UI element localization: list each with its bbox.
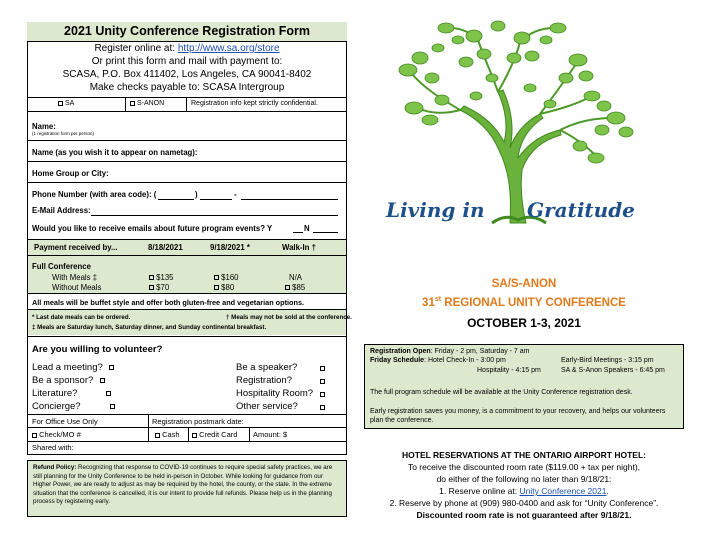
mail-address: SCASA, P.O. Box 411402, Los Angeles, CA 90041-8402 <box>62 69 312 80</box>
hotel-reserve-link[interactable]: Unity Conference 2021 <box>519 486 607 496</box>
mail-line: Or print this form and mail with payment to: <box>91 56 283 67</box>
refund-title: Refund Policy: <box>33 464 77 471</box>
emails-no-field[interactable] <box>313 232 338 233</box>
hotel-line-3: 1. Reserve online at: Unity Conference 2021. <box>439 486 609 496</box>
email-label: E-Mail Address: <box>32 206 91 215</box>
register-online-link[interactable]: http://www.sa.org/store <box>177 43 280 54</box>
meals-note: All meals will be buffet style and offer both gluten-free and vegetarian options. <box>32 298 305 307</box>
conference-number: 31 <box>422 296 435 309</box>
price-without-walkin[interactable]: $85 <box>285 283 305 292</box>
emails-no-label: N <box>304 224 310 233</box>
price-with-early[interactable]: $135 <box>149 273 174 282</box>
footnote-meals: ‡ Meals are Saturday lunch, Saturday dinner, and Sunday continental breakfast. <box>32 324 267 331</box>
friday-hospitality: Hospitality - 4:15 pm <box>477 367 541 374</box>
pay-cash[interactable]: Cash <box>155 430 180 439</box>
vol-right-2: Hospitality Room? <box>236 388 314 399</box>
hotel-title: HOTEL RESERVATIONS AT THE ONTARIO AIRPORT HOTEL: <box>402 450 646 460</box>
phone-area-field[interactable] <box>158 199 194 200</box>
phone-prefix-field[interactable] <box>200 199 232 200</box>
vol-right-3: Other service? <box>236 401 298 412</box>
option-sanon[interactable] <box>130 100 164 107</box>
option-sanon-label: S-ANON <box>136 100 165 107</box>
volunteer-question: Are you willing to volunteer? <box>32 344 163 355</box>
schedule-note: The full program schedule will be available at the Unity Conference registration desk. <box>370 389 633 396</box>
nametag-label: Name (as you wish it to appear on nametag): <box>32 148 198 157</box>
hotel-line-1: To receive the discounted room rate ($119.00 + tax per night), <box>407 462 641 472</box>
postmark-label: Registration postmark date: <box>152 417 244 426</box>
friday-early-bird: Early-Bird Meetings - 3:15 pm <box>561 357 654 364</box>
hotel-line-4: 2. Reserve by phone at (909) 980-0400 and ask for “Unity Conference”. <box>389 498 659 508</box>
emails-question: Would you like to receive emails about future program events? Y <box>32 224 273 233</box>
vol-right-0-checkbox[interactable] <box>320 366 325 371</box>
with-meals-label: With Meals ‡ <box>52 273 98 282</box>
phone-dash: - <box>234 190 237 199</box>
payment-col-2: 9/18/2021 * <box>210 243 250 252</box>
vol-right-1-checkbox[interactable] <box>320 379 325 384</box>
home-group-label: Home Group or City: <box>32 169 109 178</box>
refund-policy <box>27 460 347 517</box>
footnote-not-sold: † Meals may not be sold at the conference. <box>226 314 352 321</box>
check-mo[interactable]: Check/MO # <box>32 430 81 439</box>
early-registration-note: Early registration saves you money, is a commitment to your recovery, and helps our volunteers plan the conference. <box>370 408 666 424</box>
phone-number-field[interactable] <box>241 199 338 200</box>
vol-right-3-checkbox[interactable] <box>320 405 325 410</box>
price-without-early[interactable]: $70 <box>149 283 169 292</box>
payment-col-1: 8/18/2021 <box>148 243 183 252</box>
schedule-box <box>364 344 684 429</box>
name-note: (1 registration form per person) <box>32 131 95 136</box>
vol-left-2[interactable]: Literature? <box>32 388 111 399</box>
pay-credit-card[interactable]: Credit Card <box>192 430 237 439</box>
registration-open: Registration Open: Friday - 2 pm, Saturday - 7 am <box>370 348 530 355</box>
friday-schedule: Friday Schedule: Hotel Check-In - 3:00 pm <box>370 357 506 364</box>
full-conference-label: Full Conference <box>32 262 91 271</box>
refund-text: Recognizing that response to COVID-19 continues to require special safety practices, we are still planning for the Unity Conference to be held in-person in October. While looking for guidance from our Higher Power, we are ready to adjust as may be required by the hotel, the county, or the state. In the extreme situation that the conference is cancelled, it is our intent to provide full refunds. Please help us in the planning process by registering early. <box>33 464 333 506</box>
phone-paren: ) <box>195 190 198 199</box>
register-online-line <box>27 43 347 56</box>
friday-speakers: SA & S-Anon Speakers - 6:45 pm <box>561 367 665 374</box>
checks-payable: Make checks payable to: SCASA Intergroup <box>89 82 285 93</box>
register-online-label: Register online at: <box>94 43 178 54</box>
office-use-label: For Office Use Only <box>32 417 98 426</box>
hotel-line-5: Discounted room rate is not guaranteed after 9/18/21. <box>416 510 632 520</box>
name-label: Name: <box>32 122 56 131</box>
email-field[interactable] <box>91 215 338 216</box>
option-sa[interactable] <box>58 100 74 107</box>
payment-col-3: Walk-In † <box>282 243 316 252</box>
org-name: SA/S-ANON <box>491 278 557 290</box>
vol-right-1: Registration? <box>236 375 292 386</box>
vol-right-2-checkbox[interactable] <box>320 392 325 397</box>
tagline-left: Living in <box>386 198 485 222</box>
payment-col-0: Payment received by... <box>34 243 118 252</box>
conference-name <box>364 296 684 309</box>
form-title: 2021 Unity Conference Registration Form <box>27 22 347 42</box>
price-with-regular[interactable]: $160 <box>214 273 239 282</box>
sa-checkbox[interactable] <box>58 101 63 106</box>
footnote-last-date: * Last date meals can be ordered. <box>32 314 131 321</box>
conference-ordinal: st <box>434 296 442 303</box>
conference-title: REGIONAL UNITY CONFERENCE <box>441 296 626 309</box>
emails-yes-field[interactable] <box>293 232 303 233</box>
vol-left-0[interactable]: Lead a meeting? <box>32 362 114 373</box>
without-meals-label: Without Meals <box>52 283 102 292</box>
option-sa-label: SA <box>64 100 75 107</box>
vol-left-3[interactable]: Concierge? <box>32 401 115 412</box>
hotel-line-2: do either of the following no later than 9/18/21: <box>436 474 612 484</box>
price-without-regular[interactable]: $80 <box>214 283 234 292</box>
amount-label: Amount: $ <box>253 430 288 439</box>
confidential-note: Registration info kept strictly confidential. <box>191 100 318 107</box>
price-with-walkin: N/A <box>289 273 302 282</box>
conference-dates: OCTOBER 1-3, 2021 <box>467 316 581 330</box>
phone-label: Phone Number (with area code): ( <box>32 190 157 199</box>
shared-with-label: Shared with: <box>32 443 74 452</box>
tagline-right: Gratitude <box>527 198 635 222</box>
vol-left-1[interactable]: Be a sponsor? <box>32 375 105 386</box>
sanon-checkbox[interactable] <box>130 101 135 106</box>
vol-right-0: Be a speaker? <box>236 362 298 373</box>
